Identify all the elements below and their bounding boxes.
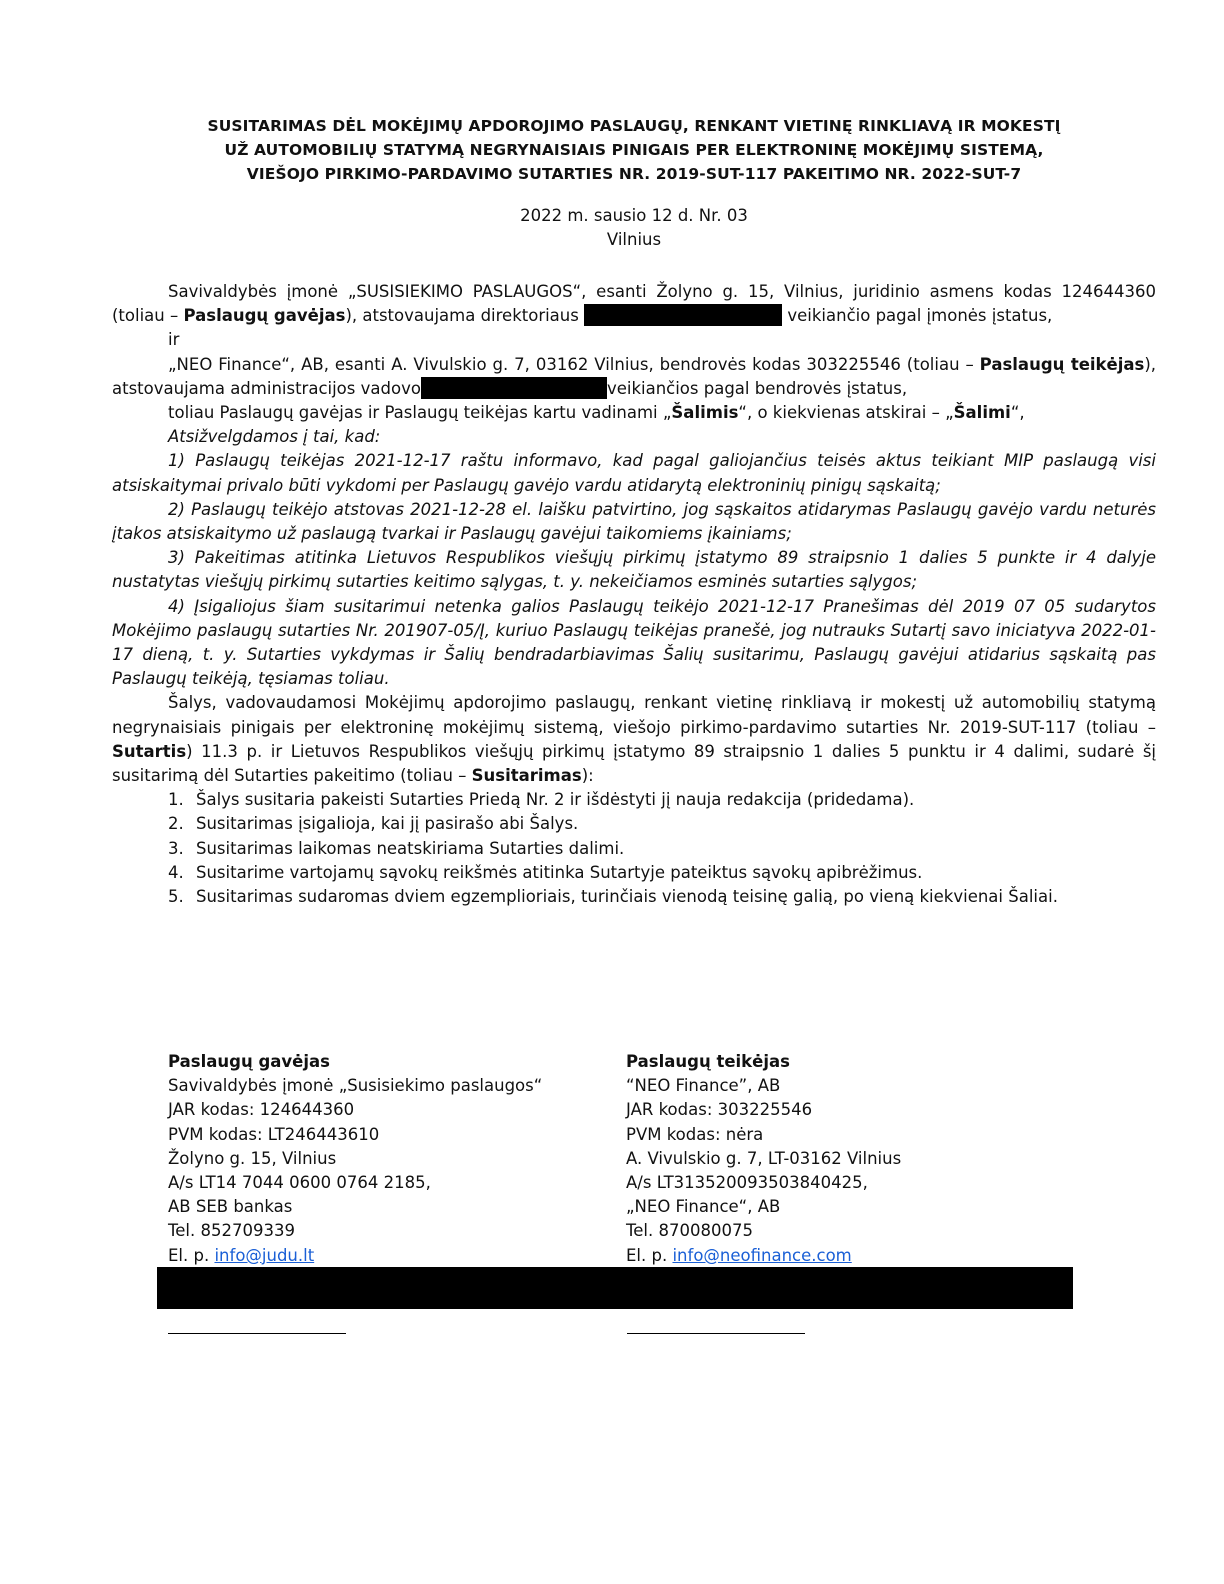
redacted-name-1 [584,304,782,326]
reason-1: 1) Paslaugų teikėjas 2021-12-17 raštu informavo, kad pagal galiojančius teisės aktus teikiant MIP paslaugą visi atsiskaitymai privalo būti vykdomi per Paslaugų gavėjo vardu atidarytą elektroninių pinigų sąskaitą; [112,451,1156,495]
party-1-role: Paslaugų gavėjas [183,306,346,326]
collective-paragraph: toliau Paslaugų gavėjas ir Paslaugų teikėjas kartu vadinami „Šalimis“, o kiekvienas atskirai – „Šalimi“, [168,403,1025,423]
document-body [112,280,1156,909]
considering-heading: Atsižvelgdamos į tai, kad: [168,427,381,447]
redacted-name-2 [421,377,607,399]
agreement-paragraph: Šalys, vadovaudamosi Mokėjimų apdorojimo paslaugų, renkant vietinę rinkliavą ir mokestį už automobilių statymą negrynaisiais pinigais per elektroninę mokėjimų sistemą, viešojo pirkimo-pardavimo sutarties Nr. 2019-SUT-117 (toliau – Sutartis) 11.3 p. ir Lietuvos Respublikos viešųjų pirkimų įstatymo 89 straipsnio 1 dalies 5 punktu ir 4 dalimi, sudarė šį susitarimą dėl Sutarties pakeitimo (toliau – Susitarimas): [112,693,1156,786]
recipient-email-link[interactable]: info@judu.lt [214,1245,315,1265]
reason-4: 4) Įsigaliojus šiam susitarimui netenka galios Paslaugų teikėjo 2021-12-17 Pranešimas dėl 2019 07 05 sudarytos Mokėjimo paslaugų sutarties Nr. 201907-05/Į, kuriuo Paslaugų teikėjas pranešė, jog nutrauks Sutartį savo iniciatyva 2022-01-17 dieną, t. y. Sutarties vykdymas ir Šalių bendradarbiavimas Šalių susitarimu, Paslaugų gavėjui atidarius sąskaitą pas Paslaugų teikėją, tęsiamas toliau. [112,596,1156,689]
and-connector: ir [168,330,180,350]
list-item: 4. Susitarime vartojamų sąvokų reikšmės atitinka Sutartyje pateiktus sąvokų apibrėžimus. [168,862,923,882]
signature-block-provider: Paslaugų teikėjas “NEO Finance”, AB JAR kodas: 303225546 PVM kodas: nėra A. Vivulskio g. 7, LT-03162 Vilnius A/s LT313520093503840425, „NEO Finance“, AB Tel. 870080075 El. p. info@neofinance.com [626,1052,902,1265]
date-number: 2022 m. sausio 12 d. Nr. 03 [520,206,748,225]
recipient-heading: Paslaugų gavėjas [168,1052,330,1071]
party-1-paragraph: Savivaldybės įmonė „SUSISIEKIMO PASLAUGOS“, esanti Žolyno g. 15, Vilnius, juridinio asmens kodas 124644360 (toliau – Paslaugų gavėjas), atstovaujama direktoriaus veikiančio pagal įmonės įstatus, [112,282,1156,326]
place: Vilnius [606,230,662,249]
title-line-1: SUSITARIMAS DĖL MOKĖJIMŲ APDOROJIMO PASLAUGŲ, RENKANT VIETINĘ RINKLIAVĄ IR MOKESTĮ [207,117,1061,135]
list-item: 1. Šalys susitaria pakeisti Sutarties Priedą Nr. 2 ir išdėstyti jį nauja redakcija (pridedama). [168,790,915,810]
signature-line-recipient [168,1333,346,1334]
party-2-paragraph: „NEO Finance“, AB, esanti A. Vivulskio g. 7, 03162 Vilnius, bendrovės kodas 303225546 (toliau – Paslaugų teikėjas), atstovaujama administracijos vadovo veikiančios pagal bendrovės įstatus, [112,354,1157,398]
signature-line-provider [627,1333,805,1334]
reason-3: 3) Pakeitimas atitinka Lietuvos Respublikos viešųjų pirkimų įstatymo 89 straipsnio 1 dalies 5 punkte ir 4 dalyje nustatytas viešųjų pirkimų sutarties keitimo sąlygas, t. y. nekeičiamos esminės sutarties sąlygos; [112,548,1156,592]
title-line-3: VIEŠOJO PIRKIMO-PARDAVIMO SUTARTIES NR. 2019-SUT-117 PAKEITIMO NR. 2022-SUT-7 [246,165,1022,183]
party-2-role: Paslaugų teikėjas [979,354,1145,374]
reason-2: 2) Paslaugų teikėjo atstovas 2021-12-28 el. laišku patvirtino, jog sąskaitos atidarymas Paslaugų gavėjo vardu neturės įtakos atsiskaitymo už paslaugą tvarkai ir Paslaugų gavėjui taikomiems įkainiams; [112,499,1156,544]
list-item: 2. Susitarimas įsigalioja, kai jį pasirašo abi Šalys. [168,814,579,834]
redaction-bar [157,1267,1073,1309]
document-title [112,114,1156,186]
signature-block-recipient: Paslaugų gavėjas Savivaldybės įmonė „Susisiekimo paslaugos“ JAR kodas: 124644360 PVM kodas: LT246443610 Žolyno g. 15, Vilnius A/s LT14 7044 0600 0764 2185, AB SEB bankas Tel. 852709339 El. p. info@judu.lt [168,1052,543,1265]
list-item: 5. Susitarimas sudaromas dviem egzemplioriais, turinčiais vienodą teisinę galią, po vieną kiekvienai Šaliai. [168,887,1058,907]
title-line-2: UŽ AUTOMOBILIŲ STATYMĄ NEGRYNAISIAIS PINIGAIS PER ELEKTRONINĘ MOKĖJIMŲ SISTEMĄ, [224,141,1044,159]
provider-email-link[interactable]: info@neofinance.com [672,1245,852,1265]
provider-heading: Paslaugų teikėjas [626,1052,790,1071]
list-item: 3. Susitarimas laikomas neatskiriama Sutarties dalimi. [168,838,625,858]
